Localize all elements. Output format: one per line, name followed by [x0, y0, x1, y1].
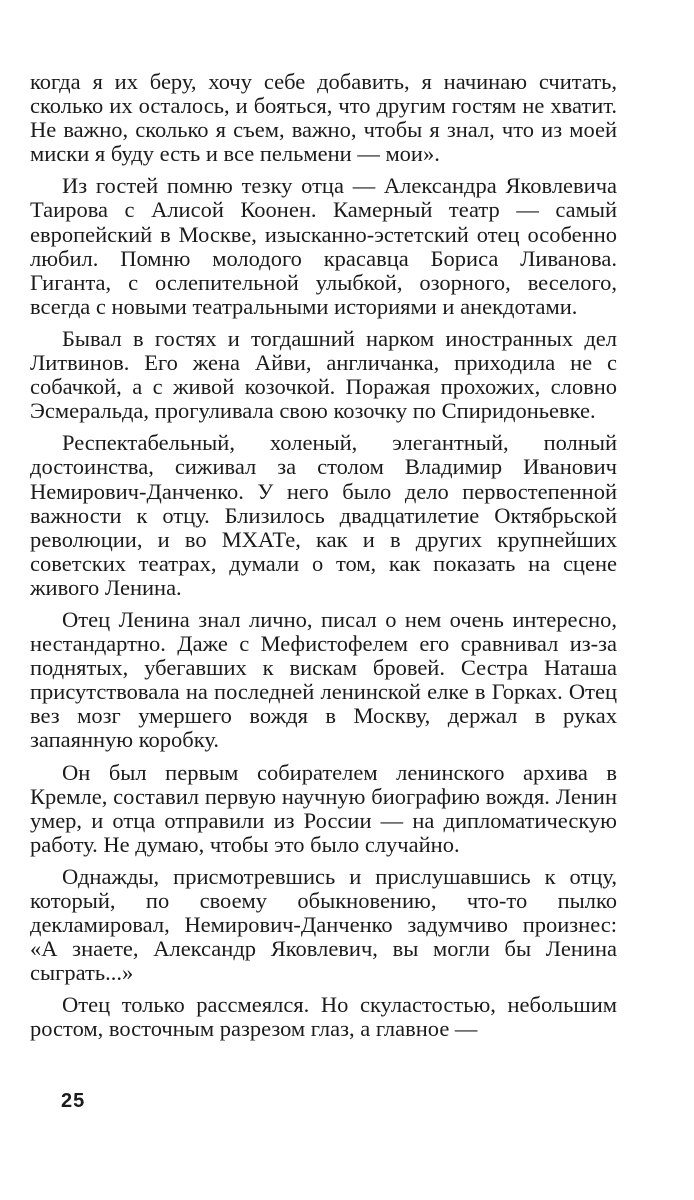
paragraph-continuation: когда я их беру, хочу себе добавить, я начинаю считать, сколько их осталось, и бояться, что другим гостям не хватит. Не важно, сколько я съем, важно, чтобы я знал, что из моей миски я буду есть и все пельмени — мои». — [30, 69, 617, 167]
book-page-text — [30, 70, 617, 1042]
page-number: 25 — [61, 1090, 86, 1112]
paragraph-litvinov: Бывал в гостях и тогдашний нарком иностранных дел Литвинов. Его жена Айви, англичанка, приходила не с собачкой, а с живой козочкой. Поражая прохожих, словно Эсмеральда, прогуливала свою козочку по Спиридоньевке. — [30, 325, 617, 424]
paragraph-lenin: Отец Ленина знал лично, писал о нем очень интересно, нестандартно. Даже с Мефистофелем его сравнивал из-за поднятых, убегавших к вискам бровей. Сестра Наташа присутствовала на последней ленинской елке в Горках. Отец вез мозг умершего вождя в Москву, держал в руках запаянную коробку. — [30, 606, 617, 753]
paragraph-guests: Из гостей помню тезку отца — Александра Яковлевича Таирова с Алисой Коонен. Камерный театр — самый европейский в Москве, изысканно-эстетский отец особенно любил. Помню молодого красавца Бориса Ливанова. Гиганта, с ослепительной улыбкой, озорного, веселого, всегда с новыми театральными историями и анекдотами. — [30, 173, 617, 319]
paragraph-nemirovich: Респектабельный, холеный, элегантный, полный достоинства, сиживал за столом Владимир Иванович Немирович-Данченко. У него было дело первостепенной важности к отцу. Близилось двадцатилетие Октябрьской революции, и во МХАТе, как и в других крупнейших советских театрах, думали о том, как показать на сцене живого Ленина. — [30, 430, 617, 600]
paragraph-father-laughed: Отец только рассмеялся. Но скуластостью, небольшим ростом, восточным разрезом глаз, а главное — — [30, 992, 617, 1042]
paragraph-archive: Он был первым собирателем ленинского архива в Кремле, составил первую научную биографию вождя. Ленин умер, и отца отправили из России — на дипломатическую работу. Не думаю, чтобы это было случайно. — [30, 759, 617, 857]
paragraph-once: Однажды, присмотревшись и прислушавшись к отцу, который, по своему обыкновению, что-то пылко декламировал, Немирович-Данченко задумчиво произнес: «А знаете, Александр Яковлевич, вы могли бы Ленина сыграть...» — [30, 863, 617, 986]
